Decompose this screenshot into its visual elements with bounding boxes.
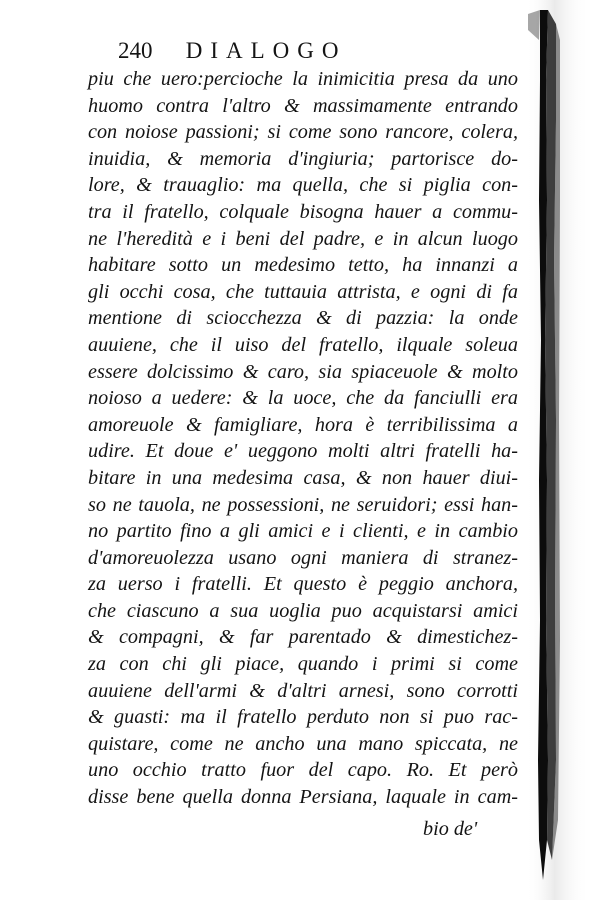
text-line: inuidia, & memoria d'ingiuria; partorisce do- (88, 147, 518, 170)
text-line: mentione di sciocchezza & di pazzia: la onde (88, 307, 518, 330)
page-header (118, 38, 438, 68)
catchword: bio de' (423, 818, 478, 840)
text-line: tra il fratello, colquale bisogna hauer a commu- (88, 200, 518, 223)
text-line: con noiose passioni; si come sono rancore, colera, (88, 121, 518, 144)
text-line: so ne tauola, ne possessioni, ne seruidori; essi han- (88, 493, 518, 516)
text-line: gli occhi cosa, che tuttauia attrista, e ogni di fa (88, 280, 518, 303)
text-line: quistare, come ne ancho una mano spiccata, ne (88, 732, 518, 755)
binding-gutter-shadow (526, 0, 590, 900)
text-line: auuiene dell'armi & d'altri arnesi, sono corrotti (88, 679, 518, 702)
text-line: bitare in una medesima casa, & non hauer diui- (88, 466, 518, 489)
body-text (88, 66, 518, 811)
text-line: za uerso i fratelli. Et questo è peggio anchora, (88, 573, 518, 596)
text-line: disse bene quella donna Persiana, laquale in cam- (88, 786, 518, 809)
text-line: ne l'heredità e i beni del padre, e in alcun luogo (88, 227, 518, 250)
text-line: che ciascuno a sua uoglia puo acquistarsi amici (88, 599, 518, 622)
text-line: amoreuole & famigliare, hora è terribilissima a (88, 413, 518, 436)
text-line: lore, & trauaglio: ma quella, che si piglia con- (88, 174, 518, 197)
text-line: noioso a uedere: & la uoce, che da fanciulli era (88, 387, 518, 410)
text-line: piu che uero:percioche la inimicitia presa da uno (88, 68, 518, 90)
text-line: uno occhio tratto fuor del capo. Ro. Et però (88, 759, 518, 782)
running-title: DIALOGO (185, 38, 347, 63)
text-line: huomo contra l'altro & massimamente entrando (88, 94, 518, 117)
text-line: & guasti: ma il fratello perduto non si puo rac- (88, 706, 518, 729)
text-line: za con chi gli piace, quando i primi si come (88, 653, 518, 676)
text-line: habitare sotto un medesimo tetto, ha innanzi a (88, 254, 518, 277)
text-line: essere dolcissimo & caro, sia spiaceuole & molto (88, 360, 518, 383)
text-line: & compagni, & far parentado & dimestichez- (88, 626, 518, 649)
text-line: udire. Et doue e' ueggono molti altri fratelli ha- (88, 440, 518, 463)
text-line: auuiene, che il uiso del fratello, ilquale soleua (88, 333, 518, 356)
text-line: no partito fino a gli amici e i clienti, e in cambio (88, 520, 518, 543)
page-number: 240 (118, 38, 153, 63)
text-line: d'amoreuolezza usano ogni maniera di stranez- (88, 546, 518, 569)
